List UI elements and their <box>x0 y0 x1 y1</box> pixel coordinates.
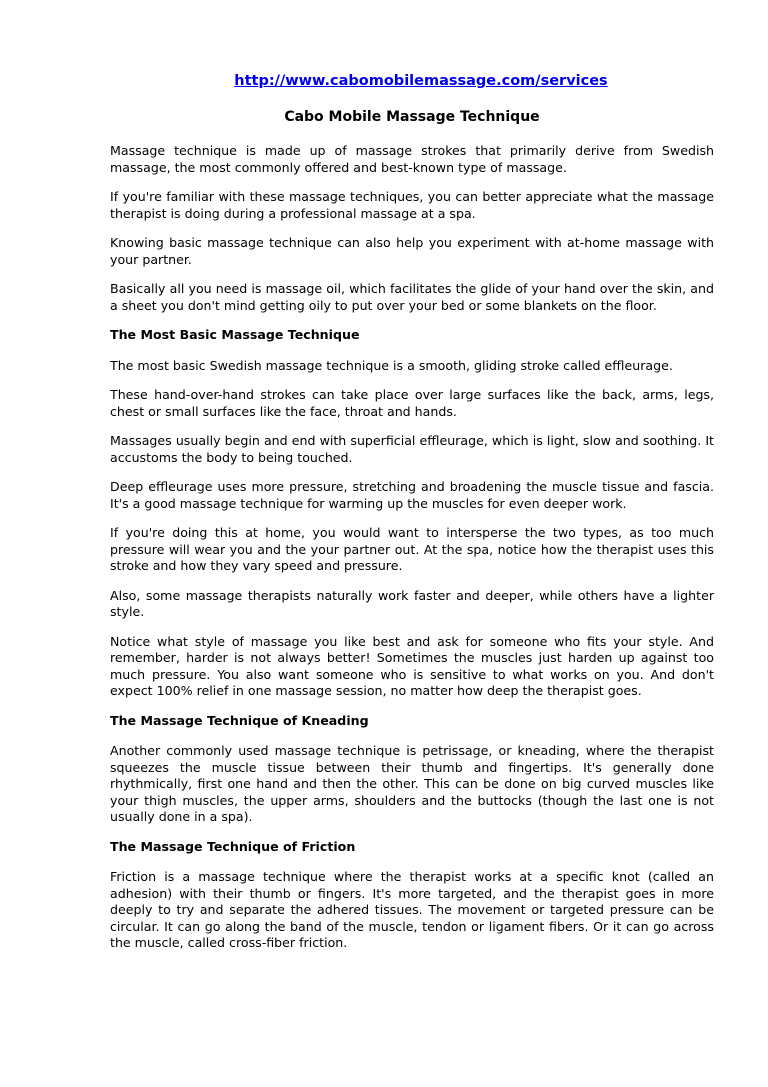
section-heading-kneading: The Massage Technique of Kneading <box>110 712 369 728</box>
body-paragraph: Another commonly used massage technique is petrissage, or kneading, where the therapist squeezes the muscle tissue between their thumb and fingertips. It's generally done rhythmically, first one hand and then the other. This can be done on big curved muscles like your thigh muscles, the upper arms, shoulders and the buttocks (though the last one is not usually done in a spa). <box>110 743 714 824</box>
body-paragraph: The most basic Swedish massage technique is a smooth, gliding stroke called effleurage. <box>110 357 673 373</box>
body-paragraph: Massages usually begin and end with superficial effleurage, which is light, slow and soothing. It accustoms the body to being touched. <box>110 433 714 465</box>
body-paragraph: Deep effleurage uses more pressure, stretching and broadening the muscle tissue and fascia. It's a good massage technique for warming up the muscles for even deeper work. <box>110 479 714 511</box>
intro-paragraph: Basically all you need is massage oil, which facilitates the glide of your hand over the skin, and a sheet you don't mind getting oily to put over your bed or some blankets on the floor. <box>110 281 714 313</box>
services-link[interactable]: http://www.cabomobilemassage.com/services <box>234 73 608 89</box>
document-body <box>110 73 714 965</box>
body-paragraph: Friction is a massage technique where the therapist works at a specific knot (called an adhesion) with their thumb or fingers. It's more targeted, and the therapist goes in more deeply to try and separate the adhered tissues. The movement or targeted pressure can be circular. It can go along the band of the muscle, tendon or ligament fibers. Or it can go across the muscle, called cross-fiber friction. <box>110 869 714 950</box>
body-paragraph: Also, some massage therapists naturally work faster and deeper, while others have a lighter style. <box>110 587 714 619</box>
intro-paragraph: Knowing basic massage technique can also help you experiment with at-home massage with your partner. <box>110 235 714 267</box>
page-title: Cabo Mobile Massage Technique <box>284 109 540 125</box>
header-link-line <box>110 73 714 89</box>
section-heading-basic: The Most Basic Massage Technique <box>110 327 360 342</box>
section-heading-friction: The Massage Technique of Friction <box>110 838 356 854</box>
body-paragraph: If you're doing this at home, you would want to intersperse the two types, as too much pressure will wear you and the your partner out. At the spa, notice how the therapist uses this stroke and how they vary speed and pressure. <box>110 525 714 573</box>
body-paragraph: Notice what style of massage you like best and ask for someone who fits your style. And remember, harder is not always better! Sometimes the muscles just harden up against too much pressure. You also want someone who is sensitive to what works on you. And don't expect 100% relief in one massage session, no matter how deep the therapist goes. <box>110 633 714 698</box>
intro-paragraph: If you're familiar with these massage techniques, you can better appreciate what the massage therapist is doing during a professional massage at a spa. <box>110 189 714 221</box>
body-paragraph: These hand-over-hand strokes can take place over large surfaces like the back, arms, legs, chest or small surfaces like the face, throat and hands. <box>110 387 714 419</box>
intro-paragraph: Massage technique is made up of massage strokes that primarily derive from Swedish massage, the most commonly offered and best-known type of massage. <box>110 143 714 175</box>
